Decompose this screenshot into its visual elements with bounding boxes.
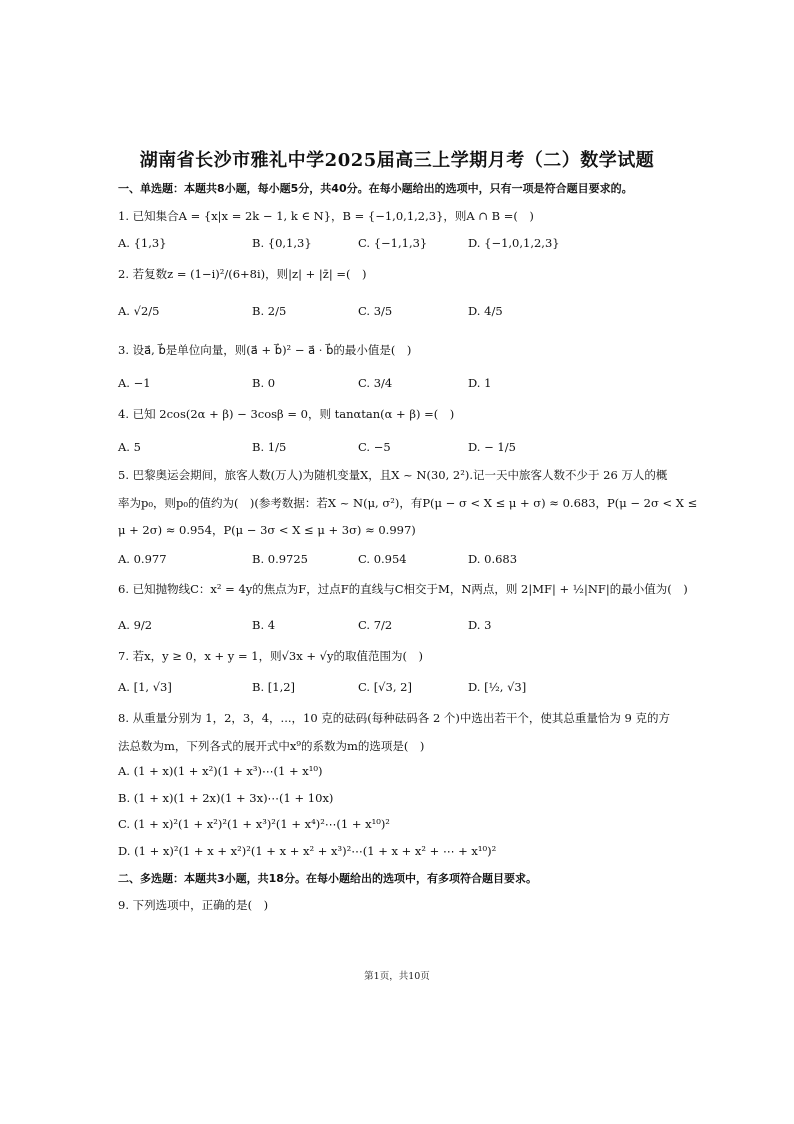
question-3-stem: 3. 设a⃗, b⃗是单位向量，则(a⃗ + b⃗)² − a⃗ · b⃗的最小值是( ) bbox=[118, 343, 412, 357]
question-8-option-b: B. (1 + x)(1 + 2x)(1 + 3x)⋯(1 + 10x) bbox=[118, 791, 334, 805]
question-7-option-a: A. [1, √3] bbox=[118, 680, 172, 694]
question-3-option-a: A. −1 bbox=[118, 376, 151, 390]
question-3-option-d: D. 1 bbox=[468, 376, 492, 390]
question-6-stem: 6. 已知抛物线C：x² = 4y的焦点为F，过点F的直线与C相交于M，N两点，则 2|MF| + ½|NF|的最小值为( ) bbox=[118, 582, 688, 596]
question-4-option-d: D. − 1/5 bbox=[468, 440, 516, 454]
question-5-stem-line-2: 率为p₀，则p₀的值约为( )(参考数据：若X ~ N(μ, σ²)，有P(μ − σ < X ≤ μ + σ) ≈ 0.683，P(μ − 2σ < X ≤ bbox=[118, 496, 698, 510]
question-7-option-d: D. [½, √3] bbox=[468, 680, 527, 694]
question-5-option-c: C. 0.954 bbox=[358, 552, 407, 566]
question-4-option-b: B. 1/5 bbox=[252, 440, 287, 454]
question-2-option-a: A. √2/5 bbox=[118, 304, 160, 318]
question-3-option-b: B. 0 bbox=[252, 376, 276, 390]
question-1-option-b: B. {0,1,3} bbox=[252, 236, 312, 250]
question-5-option-a: A. 0.977 bbox=[118, 552, 167, 566]
question-6-option-b: B. 4 bbox=[252, 618, 276, 632]
question-5-option-b: B. 0.9725 bbox=[252, 552, 309, 566]
question-2-option-b: B. 2/5 bbox=[252, 304, 287, 318]
question-2-option-d: D. 4/5 bbox=[468, 304, 503, 318]
page-footer: 第1页，共10页 bbox=[364, 971, 430, 982]
question-8-stem-line-2: 法总数为m，下列各式的展开式中x⁹的系数为m的选项是( ) bbox=[118, 739, 425, 753]
question-2-stem: 2. 若复数z = (1−i)²/(6+8i)，则|z| + |z̄| =( ) bbox=[118, 267, 367, 281]
question-8-option-c: C. (1 + x)²(1 + x²)²(1 + x³)²(1 + x⁴)²⋯(1 + x¹⁰)² bbox=[118, 817, 390, 831]
question-7-stem: 7. 若x，y ≥ 0，x + y = 1，则√3x + √y的取值范围为( ) bbox=[118, 649, 423, 663]
question-6-option-d: D. 3 bbox=[468, 618, 492, 632]
page-title: 湖南省长沙市雅礼中学2025届高三上学期月考（二）数学试题 bbox=[139, 150, 655, 171]
section-heading-single-choice: 一、单选题：本题共8小题，每小题5分，共40分。在每小题给出的选项中，只有一项是符合题目要求的。 bbox=[118, 182, 633, 195]
question-8-option-a: A. (1 + x)(1 + x²)(1 + x³)⋯(1 + x¹⁰) bbox=[118, 764, 323, 778]
question-1-stem: 1. 已知集合A = {x|x = 2k − 1, k ∈ N}，B = {−1,0,1,2,3}，则A ∩ B =( ) bbox=[118, 209, 534, 223]
question-1-option-c: C. {−1,1,3} bbox=[358, 236, 428, 250]
question-4-stem: 4. 已知 2cos(2α + β) − 3cosβ = 0，则 tanαtan(α + β) =( ) bbox=[118, 407, 455, 421]
question-7-option-c: C. [√3, 2] bbox=[358, 680, 412, 694]
question-8-stem-line-1: 8. 从重量分别为 1，2，3，4，...，10 克的砝码(每种砝码各 2 个)中选出若干个，使其总重量恰为 9 克的方 bbox=[118, 711, 671, 725]
question-7-option-b: B. [1,2] bbox=[252, 680, 296, 694]
question-4-option-c: C. −5 bbox=[358, 440, 391, 454]
section-heading-multiple-choice: 二、多选题：本题共3小题，共18分。在每小题给出的选项中，有多项符合题目要求。 bbox=[118, 872, 537, 885]
question-4-option-a: A. 5 bbox=[118, 440, 141, 454]
question-8-option-d: D. (1 + x)²(1 + x + x²)²(1 + x + x² + x³)²⋯(1 + x + x² + ⋯ + x¹⁰)² bbox=[118, 844, 497, 858]
question-6-option-a: A. 9/2 bbox=[118, 618, 153, 632]
question-3-option-c: C. 3/4 bbox=[358, 376, 393, 390]
question-2-option-c: C. 3/5 bbox=[358, 304, 393, 318]
question-1-option-d: D. {−1,0,1,2,3} bbox=[468, 236, 560, 250]
question-5-stem-line-3: μ + 2σ) ≈ 0.954，P(μ − 3σ < X ≤ μ + 3σ) ≈ 0.997) bbox=[118, 523, 416, 537]
question-5-option-d: D. 0.683 bbox=[468, 552, 518, 566]
question-6-option-c: C. 7/2 bbox=[358, 618, 393, 632]
question-9-stem: 9. 下列选项中，正确的是( ) bbox=[118, 898, 269, 912]
question-5-stem-line-1: 5. 巴黎奥运会期间，旅客人数(万人)为随机变量X，且X ~ N(30, 2²).记一天中旅客人数不少于 26 万人的概 bbox=[118, 468, 668, 482]
question-1-option-a: A. {1,3} bbox=[118, 236, 167, 250]
